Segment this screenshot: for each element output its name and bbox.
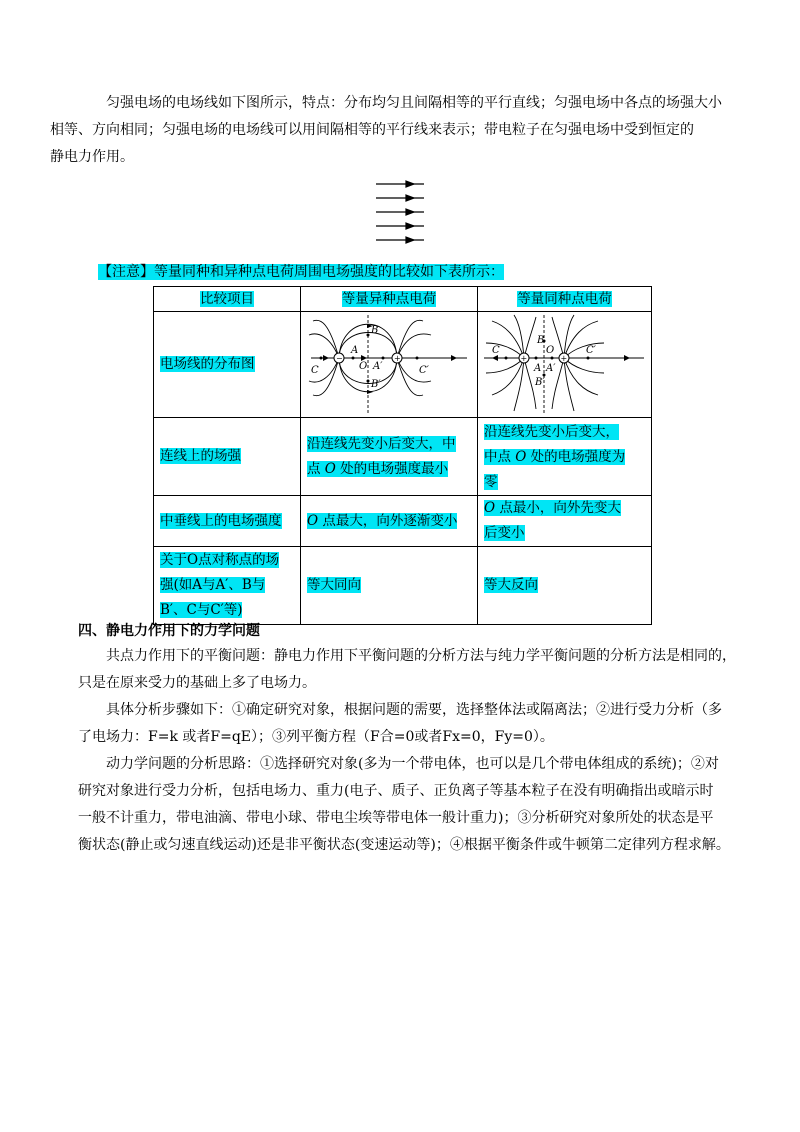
intro-line-3: 静电力作用。 xyxy=(50,149,134,165)
table-row xyxy=(154,547,652,625)
p2-line-2: 了电场力：F=k 或者F=qE）；③列平衡方程（F合=0或者Fx=0，Fy=0）。 xyxy=(78,729,554,745)
label-A: A xyxy=(351,344,359,356)
section4-body xyxy=(78,643,738,859)
plus-sign: + xyxy=(560,353,568,363)
row-label: 关于O点对称点的场 强(如A与A′、B与 B′、C与C′等) xyxy=(154,547,301,625)
opposite-cell: 等大同向 xyxy=(301,547,478,625)
label-B: B xyxy=(537,334,545,346)
label-B-prime: B′ xyxy=(535,376,545,388)
label-C: C xyxy=(311,364,319,376)
row-label: 连线上的场强 xyxy=(154,418,301,496)
opposite-cell: 沿连线先变小后变大，中 点 O 处的电场强度最小 xyxy=(301,418,478,496)
same-cell: O 点最小，向外先变大 后变小 xyxy=(478,496,652,547)
label-O: O xyxy=(546,344,555,356)
table-header-row xyxy=(154,287,652,312)
same-charges-diagram-cell xyxy=(478,312,652,418)
header-cell: 等量异种点电荷 xyxy=(301,287,478,312)
same-cell: 等大反向 xyxy=(478,547,652,625)
label-C: C xyxy=(492,344,500,356)
plus-sign: + xyxy=(394,353,401,363)
uniform-field-figure xyxy=(372,176,428,248)
header-cell: 等量同种点电荷 xyxy=(478,287,652,312)
label-O: O xyxy=(359,360,368,372)
p3-line-1: 动力学问题的分析思路：①选择研究对象(多为一个带电体，也可以是几个带电体组成的系统)；②对 xyxy=(106,756,719,772)
p3-line-2: 研究对象进行受力分析，包括电场力、重力(电子、质子、正负离子等基本粒子在没有明确指出或暗示时 xyxy=(78,783,714,799)
p3-line-4: 衡状态(静止或匀速直线运动)还是非平衡状态(变速运动等)；④根据平衡条件或牛顿第二定律列方程求解。 xyxy=(78,837,730,853)
label-A-prime: A′ xyxy=(373,360,383,372)
comparison-table xyxy=(153,286,652,625)
same-cell: 沿连线先变小后变大， 中点 O 处的电场强度为 零 xyxy=(478,418,652,496)
row-label: 电场线的分布图 xyxy=(154,312,301,418)
note-text: 【注意】等量同种和异种点电荷周围电场强度的比较如下表所示： xyxy=(98,264,504,280)
p2-line-1: 具体分析步骤如下：①确定研究对象，根据问题的需要，选择整体法或隔离法；②进行受力分析（多 xyxy=(106,702,722,718)
label-B: B xyxy=(371,324,379,336)
p3-line-3: 一般不计重力，带电油滴、带电小球、带电尘埃等带电体一般计重力)；③分析研究对象所处的状态是平 xyxy=(78,810,714,826)
table-row xyxy=(154,496,652,547)
intro-line-2: 相等、方向相同；匀强电场的电场线可以用间隔相等的平行线来表示；带电粒子在匀强电场中受到恒定的 xyxy=(50,122,694,138)
p1-line-1: 共点力作用下的平衡问题：静电力作用下平衡问题的分析方法与纯力学平衡问题的分析方法是相同的， xyxy=(106,648,736,664)
table-row xyxy=(154,312,652,418)
label-A-prime: A′ xyxy=(546,362,556,374)
label-B-prime: B′ xyxy=(371,378,381,390)
label-C-prime: C′ xyxy=(419,364,429,376)
opposite-cell: O 点最大，向外逐渐变小 xyxy=(301,496,478,547)
minus-sign: − xyxy=(336,353,343,363)
same-charges-field-diagram xyxy=(478,313,650,417)
header-cell: 比较项目 xyxy=(154,287,301,312)
intro-paragraph xyxy=(50,90,738,171)
opposite-charges-diagram-cell xyxy=(301,312,478,418)
intro-line-1: 匀强电场的电场线如下图所示，特点：分布均匀且间隔相等的平行直线；匀强电场中各点的场强大小 xyxy=(106,95,722,111)
label-C-prime: C′ xyxy=(586,344,596,356)
opposite-charges-field-diagram xyxy=(301,313,477,417)
table-row xyxy=(154,418,652,496)
note-line xyxy=(98,262,504,282)
p1-line-2: 只是在原来受力的基础上多了电场力。 xyxy=(78,675,316,691)
label-A: A xyxy=(534,362,542,374)
row-label: 中垂线上的电场强度 xyxy=(154,496,301,547)
plus-sign: + xyxy=(520,353,528,363)
section-heading: 四、静电力作用下的力学问题 xyxy=(78,623,260,639)
